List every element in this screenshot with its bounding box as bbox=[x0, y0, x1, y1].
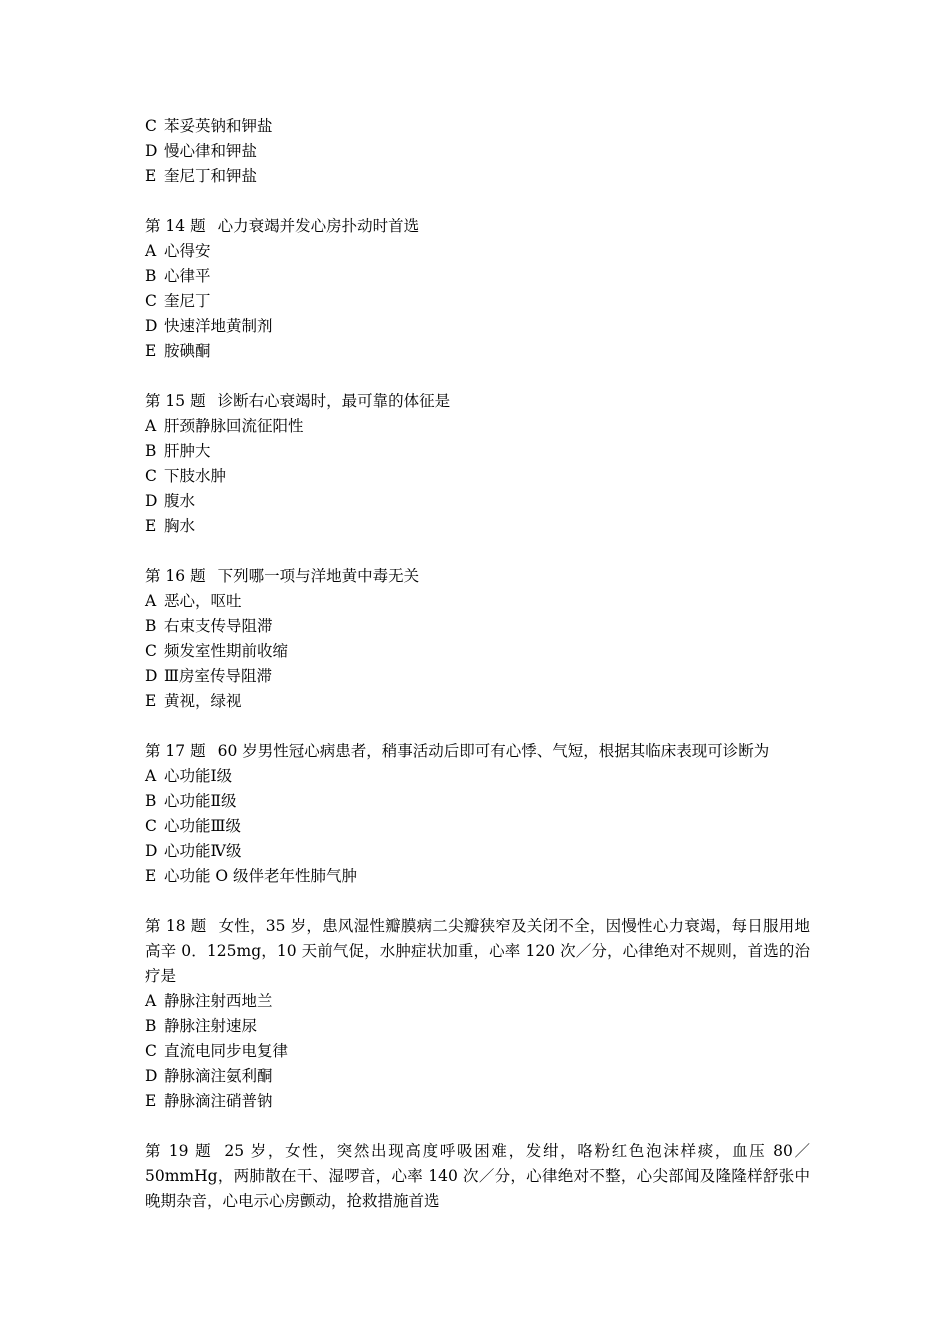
option-text: 慢心律和钾盐 bbox=[164, 142, 258, 160]
option-d bbox=[145, 839, 810, 864]
question-title bbox=[145, 739, 810, 764]
option-letter: A bbox=[145, 417, 157, 435]
question-stem: 诊断右心衰竭时，最可靠的体征是 bbox=[217, 392, 451, 410]
question-stem: 下列哪一项与洋地黄中毒无关 bbox=[217, 567, 420, 585]
option-letter: E bbox=[145, 867, 157, 885]
question-number: 第 19 题 bbox=[145, 1142, 213, 1160]
question-number: 第 18 题 bbox=[145, 917, 207, 935]
option-letter: A bbox=[145, 992, 157, 1010]
question-title bbox=[145, 914, 810, 989]
option-text: 肝颈静脉回流征阳性 bbox=[164, 417, 304, 435]
option-a bbox=[145, 989, 810, 1014]
option-c bbox=[145, 114, 810, 139]
option-text: 心得安 bbox=[164, 242, 211, 260]
option-a bbox=[145, 239, 810, 264]
option-text: Ⅲ房室传导阻滞 bbox=[164, 667, 272, 685]
question-19 bbox=[145, 1139, 810, 1214]
option-letter: D bbox=[145, 492, 158, 510]
question-number: 第 14 题 bbox=[145, 217, 206, 235]
document-page bbox=[145, 114, 810, 1239]
option-text: 静脉滴注硝普钠 bbox=[164, 1092, 273, 1110]
option-letter: A bbox=[145, 242, 157, 260]
option-letter: C bbox=[145, 817, 157, 835]
option-text: 心功能Ⅰ级 bbox=[164, 767, 233, 785]
option-letter: C bbox=[145, 117, 157, 135]
question-stem: 心力衰竭并发心房扑动时首选 bbox=[217, 217, 420, 235]
option-letter: D bbox=[145, 842, 158, 860]
option-a bbox=[145, 414, 810, 439]
option-c bbox=[145, 289, 810, 314]
option-letter: E bbox=[145, 692, 157, 710]
option-text: 右束支传导阻滞 bbox=[164, 617, 273, 635]
option-d bbox=[145, 1064, 810, 1089]
option-e bbox=[145, 1089, 810, 1114]
option-letter: D bbox=[145, 1067, 158, 1085]
question-16 bbox=[145, 564, 810, 714]
question-15 bbox=[145, 389, 810, 539]
option-text: 频发室性期前收缩 bbox=[164, 642, 289, 660]
option-b bbox=[145, 264, 810, 289]
option-e bbox=[145, 164, 810, 189]
option-e bbox=[145, 864, 810, 889]
option-letter: B bbox=[145, 442, 157, 460]
question-number: 第 17 题 bbox=[145, 742, 206, 760]
option-text: 肝肿大 bbox=[164, 442, 211, 460]
question-title bbox=[145, 564, 810, 589]
option-letter: C bbox=[145, 292, 157, 310]
option-letter: A bbox=[145, 592, 157, 610]
option-letter: D bbox=[145, 317, 158, 335]
question-number: 第 15 题 bbox=[145, 392, 206, 410]
option-letter: B bbox=[145, 267, 157, 285]
option-text: 胸水 bbox=[164, 517, 196, 535]
option-text: 恶心，呕吐 bbox=[164, 592, 242, 610]
option-a bbox=[145, 589, 810, 614]
option-text: 下肢水肿 bbox=[164, 467, 227, 485]
option-letter: E bbox=[145, 1092, 157, 1110]
option-text: 心功能Ⅱ级 bbox=[164, 792, 237, 810]
option-d bbox=[145, 664, 810, 689]
question-14 bbox=[145, 214, 810, 364]
option-letter: C bbox=[145, 1042, 157, 1060]
option-letter: B bbox=[145, 617, 157, 635]
option-b bbox=[145, 439, 810, 464]
option-text: 静脉滴注氨利酮 bbox=[164, 1067, 273, 1085]
question-18 bbox=[145, 914, 810, 1114]
question-stem: 60 岁男性冠心病患者，稍事活动后即可有心悸、气短，根据其临床表现可诊断为 bbox=[217, 742, 770, 760]
option-text: 静脉注射西地兰 bbox=[164, 992, 273, 1010]
option-c bbox=[145, 1039, 810, 1064]
option-text: 心律平 bbox=[164, 267, 211, 285]
question-title bbox=[145, 389, 810, 414]
option-b bbox=[145, 789, 810, 814]
option-letter: D bbox=[145, 142, 158, 160]
option-letter: C bbox=[145, 642, 157, 660]
question-stem: 女性，35 岁，患风湿性瓣膜病二尖瓣狭窄及关闭不全，因慢性心力衰竭，每日服用地高辛 0．125mg，10 天前气促，水肿症状加重，心率 120 次／分，心律绝对不规则，首选的治疗是 bbox=[145, 917, 811, 985]
option-text: 腹水 bbox=[164, 492, 196, 510]
option-c bbox=[145, 639, 810, 664]
option-d bbox=[145, 139, 810, 164]
question-17 bbox=[145, 739, 810, 889]
option-letter: E bbox=[145, 342, 157, 360]
option-c bbox=[145, 814, 810, 839]
option-text: 直流电同步电复律 bbox=[164, 1042, 289, 1060]
option-text: 心功能Ⅳ级 bbox=[164, 842, 242, 860]
option-letter: B bbox=[145, 1017, 157, 1035]
question-number: 第 16 题 bbox=[145, 567, 206, 585]
option-text: 胺碘酮 bbox=[164, 342, 211, 360]
option-letter: E bbox=[145, 167, 157, 185]
option-text: 奎尼丁 bbox=[164, 292, 211, 310]
option-text: 快速洋地黄制剂 bbox=[164, 317, 273, 335]
option-text: 苯妥英钠和钾盐 bbox=[164, 117, 273, 135]
question-fragment bbox=[145, 114, 810, 189]
question-title bbox=[145, 214, 810, 239]
question-stem: 25 岁，女性，突然出现高度呼吸困难，发绀，咯粉红色泡沫样痰，血压 80／50mmHg，两肺散在干、湿啰音，心率 140 次／分，心律绝对不整，心尖部闻及隆隆样舒张中晚期杂音，心电示心房颤动，抢救措施首选 bbox=[145, 1142, 811, 1210]
option-e bbox=[145, 689, 810, 714]
option-d bbox=[145, 314, 810, 339]
option-a bbox=[145, 764, 810, 789]
option-b bbox=[145, 614, 810, 639]
option-letter: B bbox=[145, 792, 157, 810]
option-c bbox=[145, 464, 810, 489]
option-letter: E bbox=[145, 517, 157, 535]
option-d bbox=[145, 489, 810, 514]
question-title bbox=[145, 1139, 810, 1214]
option-letter: C bbox=[145, 467, 157, 485]
option-b bbox=[145, 1014, 810, 1039]
option-text: 静脉注射速尿 bbox=[164, 1017, 258, 1035]
option-text: 黄视，绿视 bbox=[164, 692, 242, 710]
option-letter: A bbox=[145, 767, 157, 785]
option-e bbox=[145, 514, 810, 539]
option-text: 心功能Ⅲ级 bbox=[164, 817, 241, 835]
option-e bbox=[145, 339, 810, 364]
option-text: 奎尼丁和钾盐 bbox=[164, 167, 258, 185]
option-text: 心功能 O 级伴老年性肺气肿 bbox=[164, 867, 358, 885]
option-letter: D bbox=[145, 667, 158, 685]
